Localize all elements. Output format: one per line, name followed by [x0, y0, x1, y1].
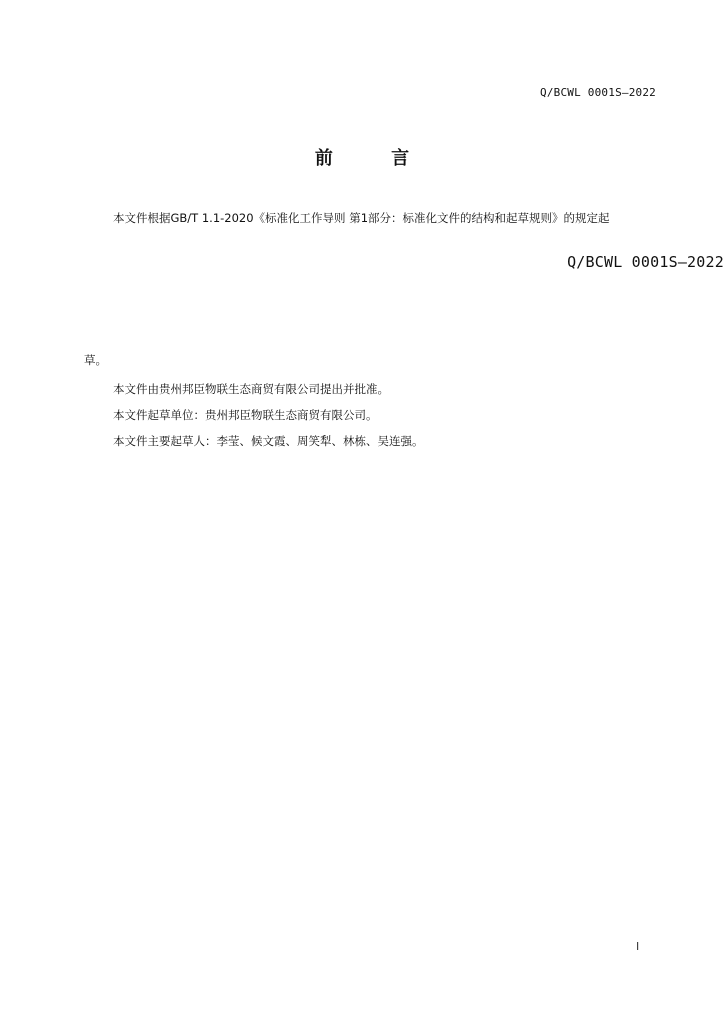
header-doc-code: Q/BCWL 0001S—2022 — [540, 86, 656, 99]
paragraph-proposer: 本文件由贵州邦臣物联生态商贸有限公司提出并批准。 — [113, 382, 389, 396]
overlay-doc-code: Q/BCWL 0001S—2022 — [567, 253, 724, 271]
paragraph-basis: 本文件根据GB/T 1.1-2020《标准化工作导则 第1部分：标准化文件的结构和起草规则》的规定起 — [113, 211, 610, 225]
page-number: I — [636, 940, 640, 953]
paragraph-drafting-unit: 本文件起草单位：贵州邦臣物联生态商贸有限公司。 — [113, 408, 378, 422]
paragraph-basis-continued: 草。 — [84, 353, 107, 367]
page-title: 前 言 — [314, 148, 436, 169]
paragraph-drafters: 本文件主要起草人：李莹、候文霞、周笑犁、林栋、吴连强。 — [113, 434, 424, 448]
